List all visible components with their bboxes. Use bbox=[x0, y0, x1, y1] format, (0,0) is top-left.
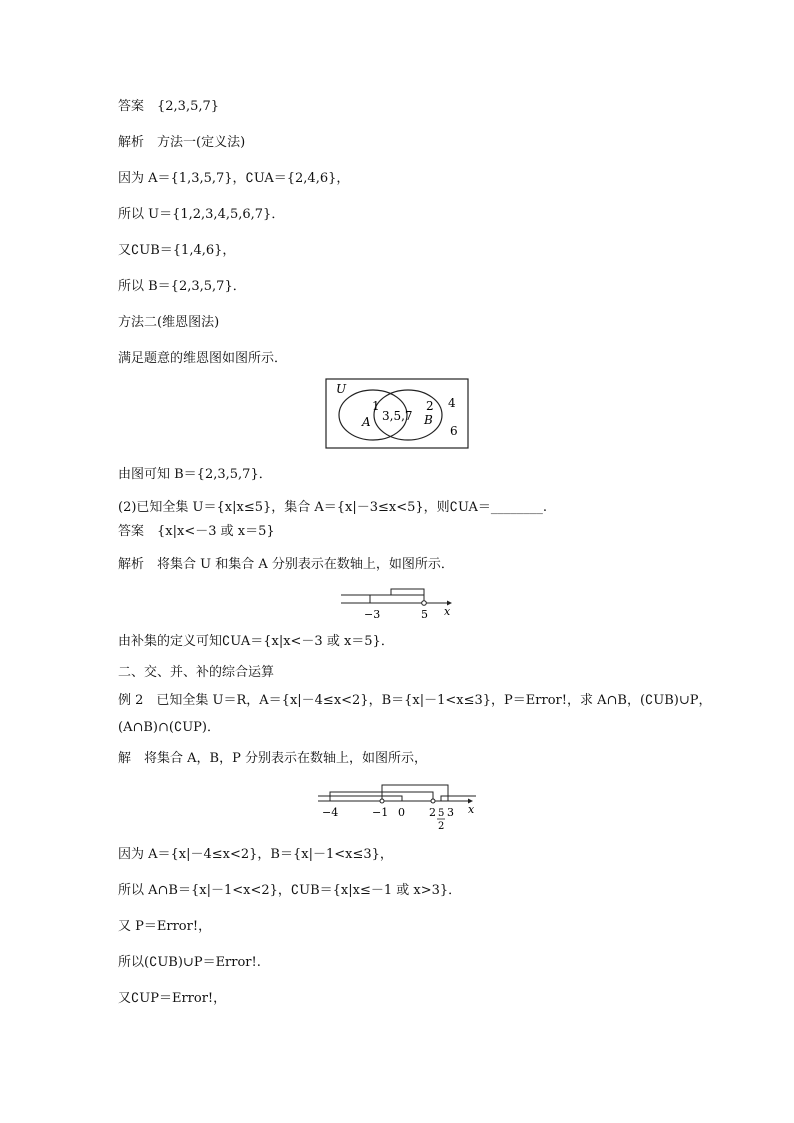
only-b-label: 2 bbox=[426, 399, 434, 413]
analysis-heading-2: 解析 将集合 U 和集合 A 分别表示在数轴上，如图所示． bbox=[118, 557, 454, 572]
tick-label: 0 bbox=[398, 806, 405, 819]
set-b-bracket bbox=[382, 785, 448, 801]
set-b-label: B bbox=[424, 413, 433, 427]
universe-label: U bbox=[336, 382, 347, 396]
set-p-bracket bbox=[318, 796, 402, 801]
section-heading: 二、交、并、补的综合运算 bbox=[118, 665, 275, 680]
text-line: 又∁UB＝{1,4,6}， bbox=[118, 243, 236, 258]
answer-line-2: 答案 {x|x<－3 或 x＝5} bbox=[118, 524, 275, 539]
open-point bbox=[380, 799, 384, 803]
question-2: (2)已知全集 U＝{x|x≤5}，集合 A＝{x|－3≤x<5}，则∁UA＝________. bbox=[118, 500, 548, 515]
open-point bbox=[422, 601, 427, 606]
intersection-label: 3,5,7 bbox=[382, 409, 413, 423]
outside-label: 4 bbox=[448, 396, 456, 410]
text-line: 满足题意的维恩图如图所示． bbox=[118, 351, 288, 366]
axis-label: x bbox=[468, 803, 475, 816]
text-line: 因为 A＝{1,3,5,7}，∁UA＝{2,4,6}， bbox=[118, 171, 350, 186]
answer-line-1: 答案 {2,3,5,7} bbox=[118, 99, 220, 114]
text-line: 因为 A＝{x|－4≤x<2}，B＝{x|－1<x≤3}， bbox=[118, 847, 393, 862]
tick-label: 5 bbox=[421, 608, 428, 621]
solution-heading: 解 将集合 A，B，P 分别表示在数轴上，如图所示， bbox=[118, 751, 427, 766]
text-line: 所以 U＝{1,2,3,4,5,6,7}． bbox=[118, 207, 285, 222]
tick-label: 2 bbox=[429, 806, 436, 819]
fraction-denominator: 2 bbox=[438, 821, 445, 832]
number-line-2 bbox=[316, 780, 478, 832]
only-a-label: 1 bbox=[372, 399, 380, 413]
number-line-1 bbox=[337, 586, 457, 622]
tick-label: −1 bbox=[372, 806, 389, 819]
set-a-label: A bbox=[362, 415, 371, 429]
text-line: 所以 B＝{2,3,5,7}． bbox=[118, 279, 246, 294]
text-line: (A∩B)∩(∁UP)． bbox=[118, 720, 220, 735]
text-line: 由补集的定义可知∁UA＝{x|x<－3 或 x＝5}． bbox=[118, 634, 394, 649]
analysis-heading-1: 解析 方法一(定义法) bbox=[118, 135, 246, 150]
open-point bbox=[431, 799, 435, 803]
tick-label: −4 bbox=[322, 806, 339, 819]
text-line: 又∁UP＝Error!， bbox=[118, 991, 227, 1006]
tick-label: 3 bbox=[447, 806, 454, 819]
text-line: 又 P＝Error!， bbox=[118, 919, 212, 934]
method-heading-2: 方法二(维恩图法) bbox=[118, 315, 220, 330]
tick-label: −3 bbox=[364, 608, 381, 621]
fraction-numerator: 5 bbox=[438, 808, 445, 819]
text-line: 所以 A∩B＝{x|－1<x<2}，∁UB＝{x|x≤－1 或 x>3}． bbox=[118, 883, 462, 898]
venn-diagram bbox=[325, 378, 470, 450]
outside-label: 6 bbox=[450, 424, 458, 438]
example-2: 例 2 已知全集 U＝R，A＝{x|－4≤x<2}，B＝{x|－1<x≤3}，P＝Error!，求 A∩B，(∁UB)∪P， bbox=[118, 693, 712, 708]
axis-label: x bbox=[444, 605, 451, 618]
text-line: 所以(∁UB)∪P＝Error!. bbox=[118, 955, 261, 970]
text-line: 由图可知 B＝{2,3,5,7}． bbox=[118, 467, 272, 482]
bracket bbox=[370, 589, 424, 603]
